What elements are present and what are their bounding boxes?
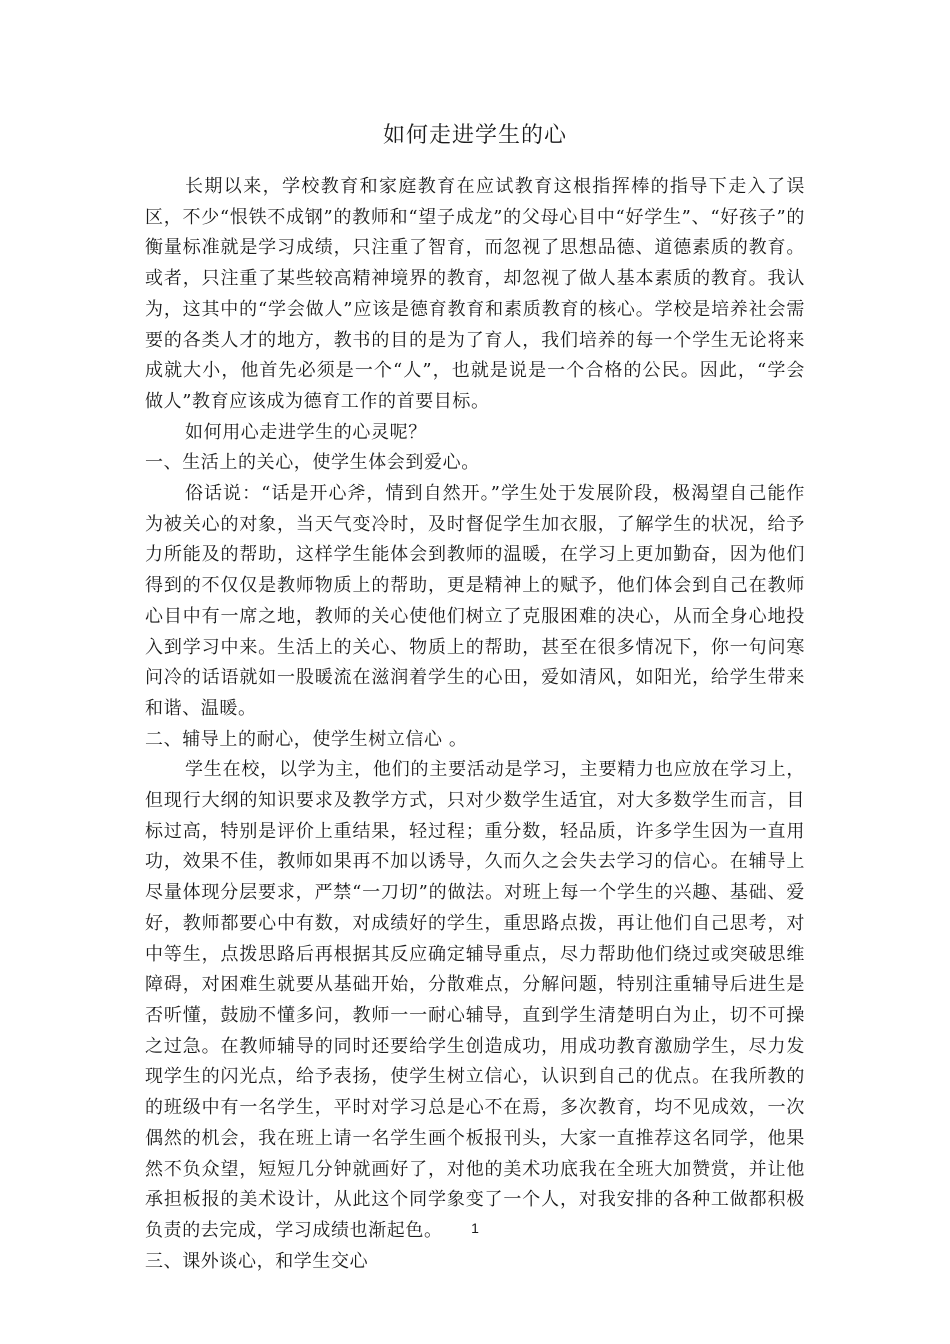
paragraph-tutoring: 学生在校，以学为主，他们的主要活动是学习，主要精力也应放在学习上，但现行大纲的知识要求及教学方式，只对少数学生适宜，对大多数学生而言，目标过高，特别是评价上重结果，轻过程；重分数，轻品质，许多学生因为一直用功，效果不佳，教师如果再不加以诱导，久而久之会失去学习的信心。在辅导上尽量体现分层要求，严禁“一刀切”的做法。对班上每一个学生的兴趣、基础、爱好，教师都要心中有数，对成绩好的学生，重思路点拨，再让他们自己思考，对中等生，点拨思路后再根据其反应确定辅导重点，尽力帮助他们绕过或突破思维障碍，对困难生就要从基础开始，分散难点，分解问题，特别注重辅导后进生是否听懂，鼓励不懂多问，教师一一耐心辅导，直到学生清楚明白为止，切不可操之过急。在教师辅导的同时还要给学生创造成功，用成功教育激励学生，尽力发现学生的闪光点，给予表扬，使学生树立信心，认识到自己的优点。在我所教的的班级中有一名学生，平时对学习总是心不在焉，多次教育，均不见成效，一次偶然的机会，我在班上请一名学生画个板报刊头，大家一直推荐这名同学，他果然不负众望，短短几分钟就画好了，对他的美术功底我在全班大加赞赏，并让他承担板报的美术设计，从此这个同学象变了一个人，对我安排的各种工做都积极负责的去完成，学习成绩也渐起色。	[145, 759, 805, 1241]
document-body	[145, 172, 805, 1277]
paragraph-life-care: 俗话说：“话是开心斧，情到自然开。”学生处于发展阶段，极渴望自己能作为被关心的对象，当天气变冷时，及时督促学生加衣服，了解学生的状况，给予力所能及的帮助，这样学生能体会到教师的温暖，在学习上更加勤奋，因为他们得到的不仅仅是教师物质上的帮助，更是精神上的赋予，他们体会到自己在教师心目中有一席之地，教师的关心使他们树立了克服困难的决心，从而全身心地投入到学习中来。生活上的关心、物质上的帮助，甚至在很多情况下，你一句问寒问冷的话语就如一股暖流在滋润着学生的心田，爱如清风，如阳光，给学生带来和谐、温暖。	[145, 483, 805, 719]
section-heading-2: 二、辅导上的耐心，使学生树立信心 。	[145, 728, 468, 750]
page-number: 1	[471, 1220, 479, 1236]
section-heading-1: 一、生活上的关心，使学生体会到爱心。	[145, 452, 480, 474]
paragraph-intro: 长期以来，学校教育和家庭教育在应试教育这根指挥棒的指导下走入了误区，不少“恨铁不成钢”的教师和“望子成龙”的父母心目中“好学生”、“好孩子”的衡量标准就是学习成绩，只注重了智育，而忽视了思想品德、道德素质的教育。或者，只注重了某些较高精神境界的教育，却忽视了做人基本素质的教育。我认为，这其中的“学会做人”应该是德育教育和素质教育的核心。学校是培养社会需要的各类人才的地方，教书的目的是为了育人，我们培养的每一个学生无论将来成就大小，他首先必须是一个“人”，也就是说是一个合格的公民。因此，“学会做人”教育应该成为德育工作的首要目标。	[145, 176, 805, 412]
section-heading-3: 三、课外谈心，和学生交心	[145, 1250, 369, 1272]
paragraph-question: 如何用心走进学生的心灵呢？	[185, 421, 427, 443]
document-title: 如何走进学生的心	[382, 123, 567, 148]
